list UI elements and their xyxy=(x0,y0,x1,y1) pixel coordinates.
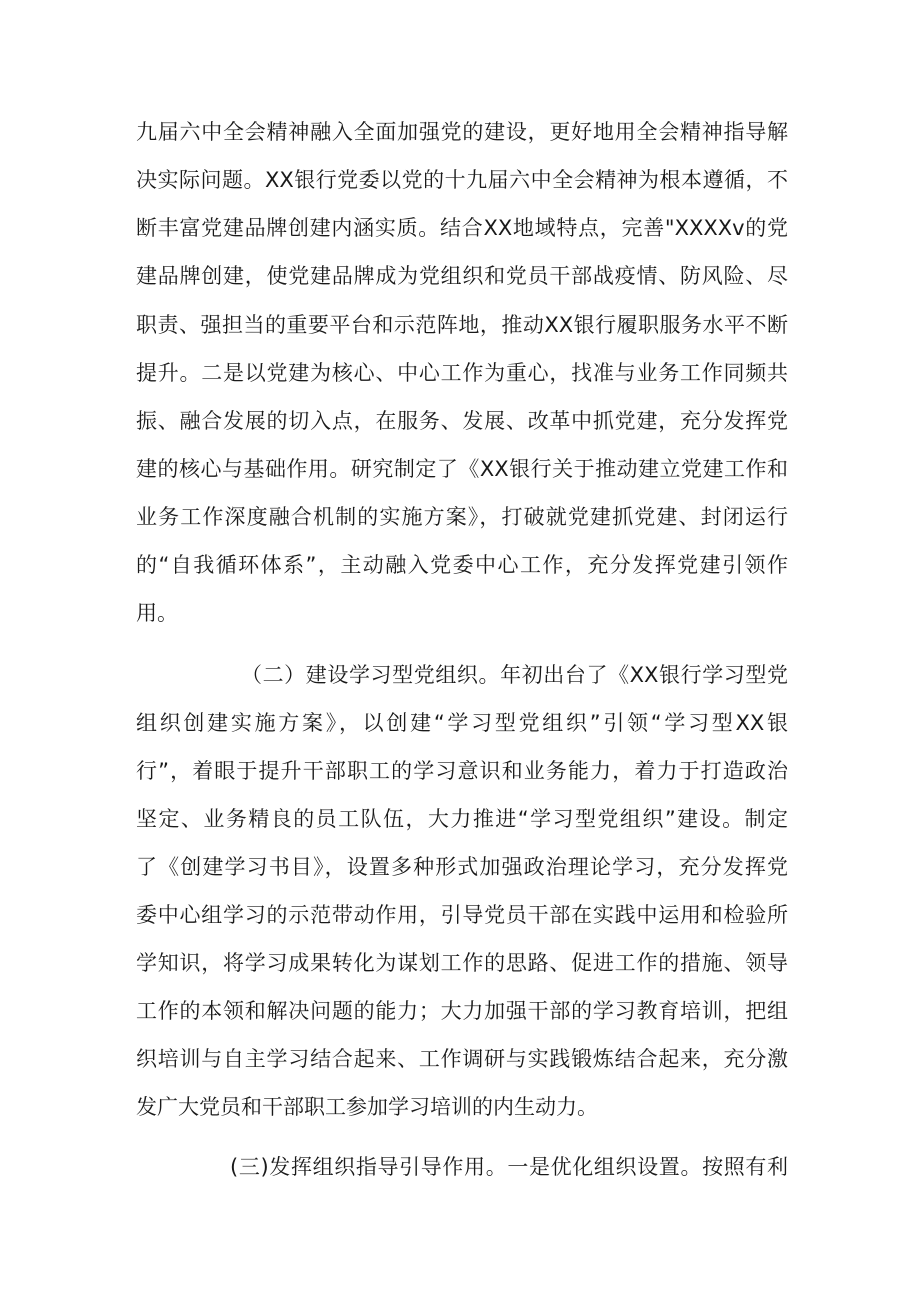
paragraph-1-line-6: 提升。二是以党建为核心、中心工作为重心，找准与业务工作同频共 xyxy=(136,361,788,385)
paragraph-1-line-4: 建品牌创建，使党建品牌成为党组织和党员干部战疫情、防风险、尽 xyxy=(136,264,788,288)
paragraph-2-line-8: 工作的本领和解决问题的能力；大力加强干部的学习教育培训，把组 xyxy=(136,999,788,1023)
paragraph-1-line-11: 用。 xyxy=(136,601,178,625)
paragraph-2-line-2: 组织创建实施方案》，以创建“学习型党组织”引领“学习型XX银 xyxy=(136,711,788,735)
paragraph-2-line-4: 坚定、业务精良的员工队伍，大力推进“学习型党组织”建设。制定 xyxy=(136,807,788,831)
paragraph-1-line-9: 业务工作深度融合机制的实施方案》，打破就党建抓党建、封闭运行 xyxy=(136,505,788,529)
paragraph-2-line-3: 行”，着眼于提升干部职工的学习意识和业务能力，着力于打造政治 xyxy=(136,759,788,783)
paragraph-1-line-5: 职责、强担当的重要平台和示范阵地，推动XX银行履职服务水平不断 xyxy=(136,313,788,337)
paragraph-2-line-7: 学知识，将学习成果转化为谋划工作的思路、促进工作的措施、领导 xyxy=(136,951,788,975)
paragraph-3-line-1: (三)发挥组织指导引导作用。一是优化组织设置。按照有利 xyxy=(230,1155,788,1179)
paragraph-2-line-9: 织培训与自主学习结合起来、工作调研与实践锻炼结合起来，充分激 xyxy=(136,1047,788,1071)
paragraph-1-line-7: 振、融合发展的切入点，在服务、发展、改革中抓党建，充分发挥党 xyxy=(136,409,788,433)
paragraph-2-line-1: （二）建设学习型党组织。年初出台了《XX银行学习型党 xyxy=(241,663,788,687)
paragraph-1-line-3: 断丰富党建品牌创建内涵实质。结合XX地域特点，完善"XXXXv的党 xyxy=(136,216,788,240)
paragraph-2-line-6: 委中心组学习的示范带动作用，引导党员干部在实践中运用和检验所 xyxy=(136,903,788,927)
paragraph-1-line-1: 九届六中全会精神融入全面加强党的建设，更好地用全会精神指导解 xyxy=(136,120,788,144)
paragraph-2-line-10: 发广大党员和干部职工参加学习培训的内生动力。 xyxy=(136,1095,598,1119)
paragraph-1-line-2: 决实际问题。XX银行党委以党的十九届六中全会精神为根本遵循，不 xyxy=(136,168,788,192)
paragraph-1-line-8: 建的核心与基础作用。研究制定了《XX银行关于推动建立党建工作和 xyxy=(136,457,788,481)
paragraph-2-line-5: 了《创建学习书目》，设置多种形式加强政治理论学习，充分发挥党 xyxy=(136,855,788,879)
paragraph-1-line-10: 的“自我循环体系”，主动融入党委中心工作，充分发挥党建引领作 xyxy=(136,553,788,577)
